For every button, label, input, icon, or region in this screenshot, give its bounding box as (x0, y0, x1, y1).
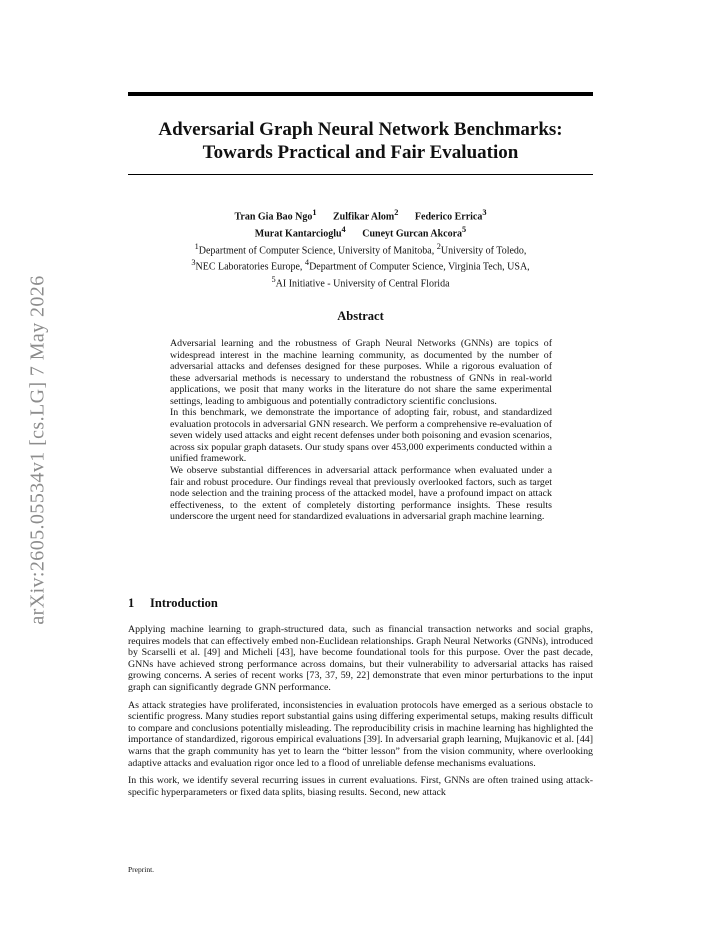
affiliation-text: Department of Computer Science, University of Manitoba, (198, 244, 437, 256)
title-rule-top (128, 92, 593, 96)
affiliation-text: University of Toledo, (440, 244, 527, 256)
section-title: Introduction (150, 596, 218, 610)
affiliation-text: AI Initiative - University of Central Florida (275, 278, 450, 290)
author-aff: 5 (462, 224, 467, 234)
author-name: Federico Errica (414, 211, 483, 223)
body-paragraph: In this work, we identify several recurring issues in current evaluations. First, GNNs are often trained using attack-specific hyperparameters or fixed data splits, biasing results. Second, new attack (128, 775, 593, 798)
author-line-2 (128, 224, 593, 241)
affiliation-line (128, 257, 593, 274)
affiliation-sup: 4 (304, 258, 310, 268)
title-rule-bottom (128, 174, 593, 175)
author-block (128, 207, 593, 291)
author-name: Zulfikar Alom (333, 211, 395, 223)
title-line: Towards Practical and Fair Evaluation (202, 142, 519, 163)
author-aff: 2 (394, 208, 399, 217)
arxiv-stamp: arXiv:2605.05534v1 [cs.LG] 7 May 2026 (26, 275, 49, 625)
affiliation-sup: 2 (436, 241, 441, 251)
author-name: Tran Gia Bao Ngo (234, 211, 313, 223)
introduction-body (128, 624, 593, 804)
body-paragraph: As attack strategies have proliferated, inconsistencies in evaluation protocols have emerged as a serious obstacle to scientific progress. Many studies report substantial gains using differing experimental setups, making results difficult to compare and conclusions potentially misleading. The reproducibility crisis in machine learning has highlighted the importance of standardized, rigorous empirical evaluations [39]. In adversarial graph learning, Mujkanovic et al. [44] warns that the graph community has yet to learn the “bitter lesson” from the vision community, where overlooking adaptive attacks and evaluation rigor once led to a flood of unreliable defense mechanisms evaluations. (128, 699, 593, 769)
section-number: 1 (128, 596, 135, 610)
author-aff: 1 (312, 208, 317, 217)
author-aff: 3 (482, 208, 487, 217)
affiliation-line (128, 241, 593, 258)
abstract-body (170, 338, 552, 523)
affiliation-line (128, 274, 593, 291)
body-paragraph: Applying machine learning to graph-structured data, such as financial transaction networks and social graphs, requires models that can effectively embed non-Euclidean relationships. Graph Neural Networks (GNNs), introduced by Scarselli et al. [49] and Micheli [43], have become foundational tools for this purpose. Over the past decade, GNNs have achieved strong performance across domains, but their vulnerability to adversarial attacks has raised growing concerns. A series of recent works [73, 37, 59, 22] demonstrate that even minor perturbations to the input graph can significantly degrade GNN performance. (128, 624, 593, 693)
author-line-1 (128, 207, 593, 224)
author-name: Cuneyt Gurcan Akcora (362, 228, 463, 240)
abstract-paragraph: In this benchmark, we demonstrate the importance of adopting fair, robust, and standardized evaluation protocols in adversarial GNN research. We perform a comprehensive re-evaluation of seven widely used attacks and eight recent defenses under both poisoning and evasion scenarios, across six popular graph datasets. Our study spans over 453,000 experiments conducted within a unified framework. (170, 407, 552, 465)
affiliation-sup: 1 (194, 241, 199, 251)
affiliation-sup: 5 (271, 275, 276, 285)
title-line: Adversarial Graph Neural Network Benchmarks: (158, 119, 563, 140)
abstract-heading: Abstract (337, 309, 384, 323)
paper-title (128, 118, 593, 164)
author-name: Murat Kantarcioglu (254, 228, 342, 240)
abstract-paragraph: We observe substantial differences in adversarial attack performance when evaluated under a fair and robust procedure. Our findings reveal that previously overlooked factors, such as target node selection and the training process of the attacked model, have a profound impact on attack effectiveness, to the extent of completely distorting performance insights. These results underscore the urgent need for standardized evaluations in adversarial graph machine learning. (170, 465, 552, 523)
author-aff: 4 (341, 224, 346, 234)
affiliation-text: NEC Laboratories Europe, (195, 261, 305, 273)
affiliation-sup: 3 (191, 258, 196, 268)
section-heading-introduction (128, 596, 218, 611)
preprint-footer: Preprint. (128, 865, 155, 874)
abstract-paragraph: Adversarial learning and the robustness of Graph Neural Networks (GNNs) are topics of widespread interest in the machine learning community, as documented by the number of adversarial attacks and defenses designed for these purposes. While a rigorous evaluation of these adversarial methods is necessary to understand the robustness of GNNs in real-world applications, we posit that many works in the literature do not share the same experimental settings, leading to ambiguous and potentially contradictory scientific conclusions. (170, 338, 552, 407)
affiliation-text: Department of Computer Science, Virginia Tech, USA, (309, 261, 530, 273)
